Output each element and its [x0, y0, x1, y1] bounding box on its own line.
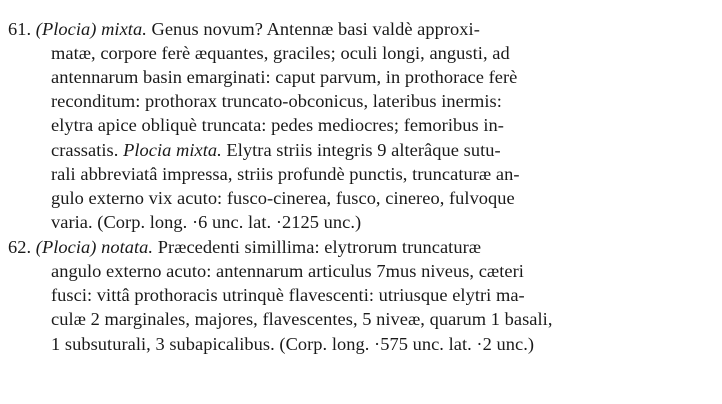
- entry-61-line-4: reconditum: prothorax truncato-obconicus, lateribus inermis:: [51, 91, 502, 111]
- entry-61-line-2: matæ, corpore ferè æquantes, graciles; oculi longi, angusti, ad: [51, 43, 510, 63]
- entry-62-line-4: culæ 2 marginales, majores, flavescentes, 5 niveæ, quarum 1 basali,: [51, 309, 553, 329]
- entry-61-line-7: rali abbreviatâ impressa, striis profundè punctis, truncaturæ an-: [51, 164, 520, 184]
- entry-61-text: Genus novum? Antennæ basi valdè approxi-: [146, 19, 480, 39]
- entry-62-line-5: 1 subsuturali, 3 subapicalibus. (Corp. long. ·575 unc. lat. ·2 unc.): [51, 334, 535, 354]
- entry-62-line-3: fusci: vittâ prothoracis utrinquè flavescenti: utriusque elytri ma-: [51, 285, 525, 305]
- entry-61-line-1: [8, 18, 480, 40]
- entry-62-title: (Plocia) notata.: [35, 237, 154, 257]
- entry-61-line-5: elytra apice obliquè truncata: pedes mediocres; femoribus in-: [51, 115, 504, 135]
- entry-61-title: (Plocia) mixta.: [35, 19, 147, 39]
- entry-62-line-1: [8, 236, 481, 258]
- entry-61-text: Elytra striis integris 9 alterâque sutu-: [221, 140, 501, 160]
- entry-61-line-3: antennarum basin emarginati: caput parvum, in prothorace ferè: [51, 67, 518, 87]
- entry-62-text: Præcedenti simillima: elytrorum truncaturæ: [153, 237, 482, 257]
- entry-61-line-8: gulo externo vix acuto: fusco-cinerea, fusco, cinereo, fulvoque: [51, 188, 515, 208]
- entry-61-line-9: varia. (Corp. long. ·6 unc. lat. ·2125 unc.): [51, 212, 362, 232]
- entry-61-line-6: [51, 139, 501, 161]
- entry-61-text: crassatis.: [51, 140, 119, 160]
- entry-61-species-name: Plocia mixta.: [123, 140, 222, 160]
- entry-61-number: 61.: [8, 19, 32, 39]
- entry-62-line-2: angulo externo acuto: antennarum articulus 7mus niveus, cæteri: [51, 261, 524, 281]
- entry-62-number: 62.: [8, 237, 32, 257]
